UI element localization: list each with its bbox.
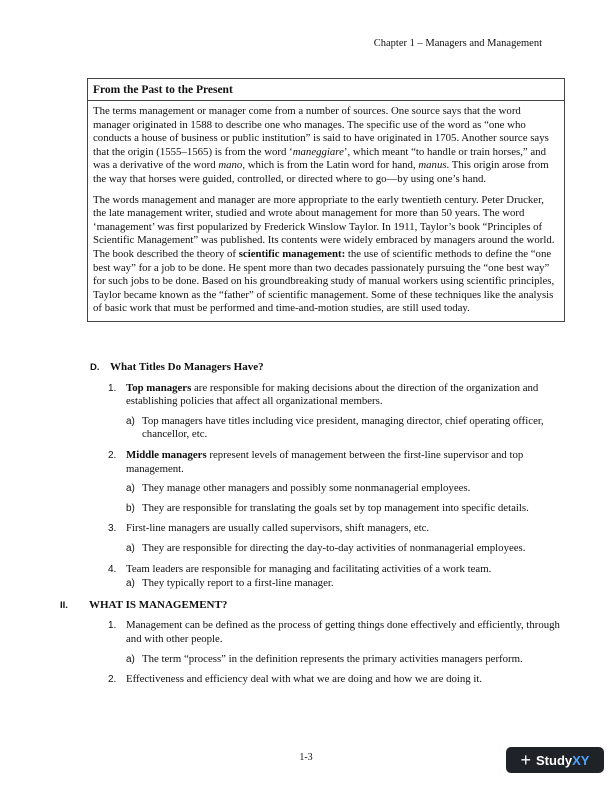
- box-paragraph-1: The terms management or manager come from a number of sources. One source says that the word manager originated in 1588 to describe one who manages. The specific use of the word as “one who conducts a house of business or public institution” is said to have originated in 1705. Another source says that the origin (1555–1565) is from the word ‘maneggiare’, which meant “to handle or train horses,” and was a derivative of the word mano, which is from the Latin word for hand, manus. This origin arose from the way that horses were guided, controlled, or directed where to go—by using one’s hand.: [93, 105, 549, 185]
- plus-icon: +: [520, 749, 532, 770]
- sidebar-box: [87, 78, 565, 322]
- outline-content: [60, 357, 560, 687]
- list-item: 1. Management can be defined as the process of getting things done effectively and efficiently, through and with other people.: [108, 619, 560, 645]
- list-item: 4. Team leaders are responsible for managing and facilitating activities of a work team.: [108, 562, 492, 575]
- sub-list-item: a) They manage other managers and possibly some nonmanagerial employees.: [126, 482, 471, 495]
- sub-list-item: a) Top managers have titles including vice president, managing director, chief operating officer, chancellor, etc.: [126, 414, 544, 441]
- running-header: Chapter 1 – Managers and Management: [373, 38, 542, 49]
- studyxy-badge[interactable]: + Study XY: [506, 747, 604, 773]
- box-body: [88, 101, 564, 321]
- sub-list-item: a) The term “process” in the definition represents the primary activities managers perform.: [126, 652, 523, 665]
- section-heading-ii: II. WHAT IS MANAGEMENT?: [60, 598, 228, 611]
- page-number: 1-3: [299, 752, 313, 763]
- list-item: 2. Effectiveness and efficiency deal with what we are doing and how we are doing it.: [108, 673, 483, 686]
- sub-list-item: b) They are responsible for translating the goals set by top management into specific details.: [126, 501, 529, 514]
- list-item: 2. Middle managers represent levels of management between the first-line supervisor and top management.: [108, 448, 524, 475]
- box-paragraph-2: The words management and manager are more appropriate to the early twentieth century. Peter Drucker, the late management writer, studied and wrote about management for more than 50 years. The word ‘management’ was first popularized by Frederick Winslow Taylor. In 1911, Taylor’s book “Principles of Scientific Management” was published. Its contents were widely embraced by managers around the world. The book described the theory of scientific management: the use of scientific methods to define the “one best way” for a job to be done. He spent more than two decades passionately pursuing the “one best way” for such jobs to be done. Based on his groundbreaking study of manual workers using scientific principles, Taylor became known as the “father” of scientific management. Some of these techniques like the analysis of basic work that must be performed and time-and-motion studies, are still used today.: [93, 193, 555, 315]
- sub-list-item: a) They are responsible for directing the day-to-day activities of nonmanagerial employees.: [126, 541, 526, 554]
- list-item: 1. Top managers are responsible for making decisions about the direction of the organization and establishing policies that affect all organizational members.: [108, 381, 539, 408]
- section-heading-d: D. What Titles Do Managers Have?: [90, 361, 264, 373]
- sub-list-item: a) They typically report to a first-line manager.: [126, 577, 334, 590]
- box-title: From the Past to the Present: [88, 79, 564, 101]
- list-item: 3. First-line managers are usually called supervisors, shift managers, etc.: [108, 522, 430, 535]
